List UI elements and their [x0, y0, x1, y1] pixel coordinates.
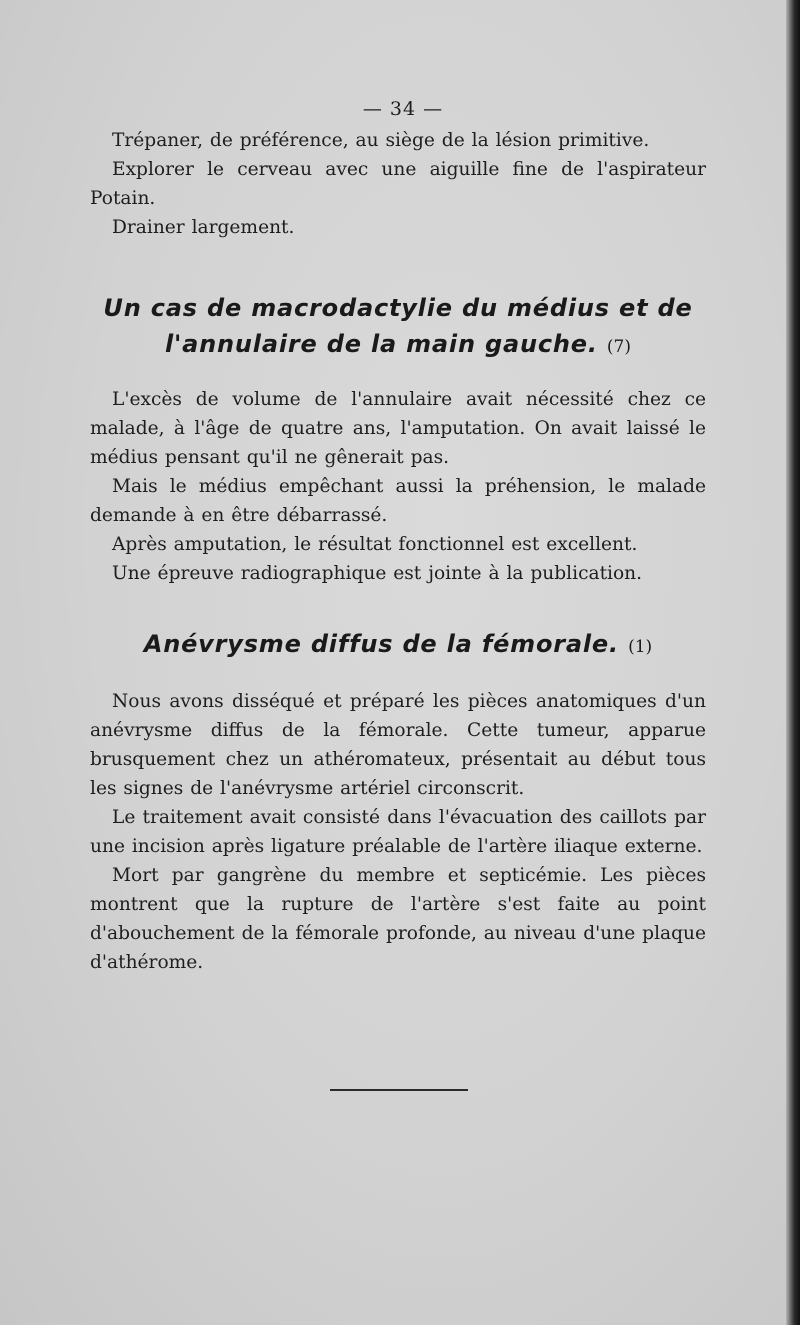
- body-paragraph: Mort par gangrène du membre et septicémie. Les pièces montrent que la rupture de l'artère s'est faite au point d'abouchement de la fémorale profonde, au niveau d'une plaque d'athérome.: [90, 865, 706, 973]
- body-paragraph: Une épreuve radiographique est jointe à la publication.: [112, 563, 643, 584]
- body-paragraph: Le traitement avait consisté dans l'évacuation des caillots par une incision après ligature préalable de l'artère iliaque externe.: [90, 807, 706, 857]
- section-body-macrodactylie: [90, 385, 706, 588]
- section-title-line: l'annulaire de la main gauche.: [164, 330, 598, 358]
- body-paragraph: L'excès de volume de l'annulaire avait nécessité chez ce malade, à l'âge de quatre ans, l'amputation. On avait laissé le médius pensant qu'il ne gênerait pas.: [90, 389, 706, 468]
- body-paragraph: Nous avons disséqué et préparé les pièces anatomiques d'un anévrysme diffus de la fémorale. Cette tumeur, apparue brusquement chez un athéromateux, présentait au début tous les signes de l'anévrysme artériel circonscrit.: [90, 691, 706, 799]
- page-edge-shadow: [786, 0, 800, 1325]
- end-rule-divider: [330, 1089, 468, 1091]
- section-title-anevrysme: [90, 626, 706, 665]
- section-body-anevrysme: [90, 687, 706, 977]
- page-number: — 34 —: [362, 98, 444, 120]
- document-page: [90, 98, 706, 977]
- intro-paragraph: Trépaner, de préférence, au siège de la lésion primitive.: [112, 130, 650, 151]
- intro-paragraph: Drainer largement.: [112, 217, 295, 238]
- body-paragraph: Mais le médius empêchant aussi la préhension, le malade demande à en être débarrassé.: [90, 476, 706, 526]
- section-title-line: Anévrysme diffus de la fémorale.: [143, 630, 619, 658]
- section-title-macrodactylie: [90, 290, 706, 365]
- section-title-line: Un cas de macrodactylie du médius et de: [103, 294, 693, 322]
- intro-paragraph: Explorer le cerveau avec une aiguille fine de l'aspirateur Potain.: [90, 159, 706, 209]
- footnote-reference: (7): [606, 337, 632, 357]
- footnote-reference: (1): [628, 637, 653, 657]
- intro-block: [90, 126, 706, 242]
- body-paragraph: Après amputation, le résultat fonctionnel est excellent.: [112, 534, 638, 555]
